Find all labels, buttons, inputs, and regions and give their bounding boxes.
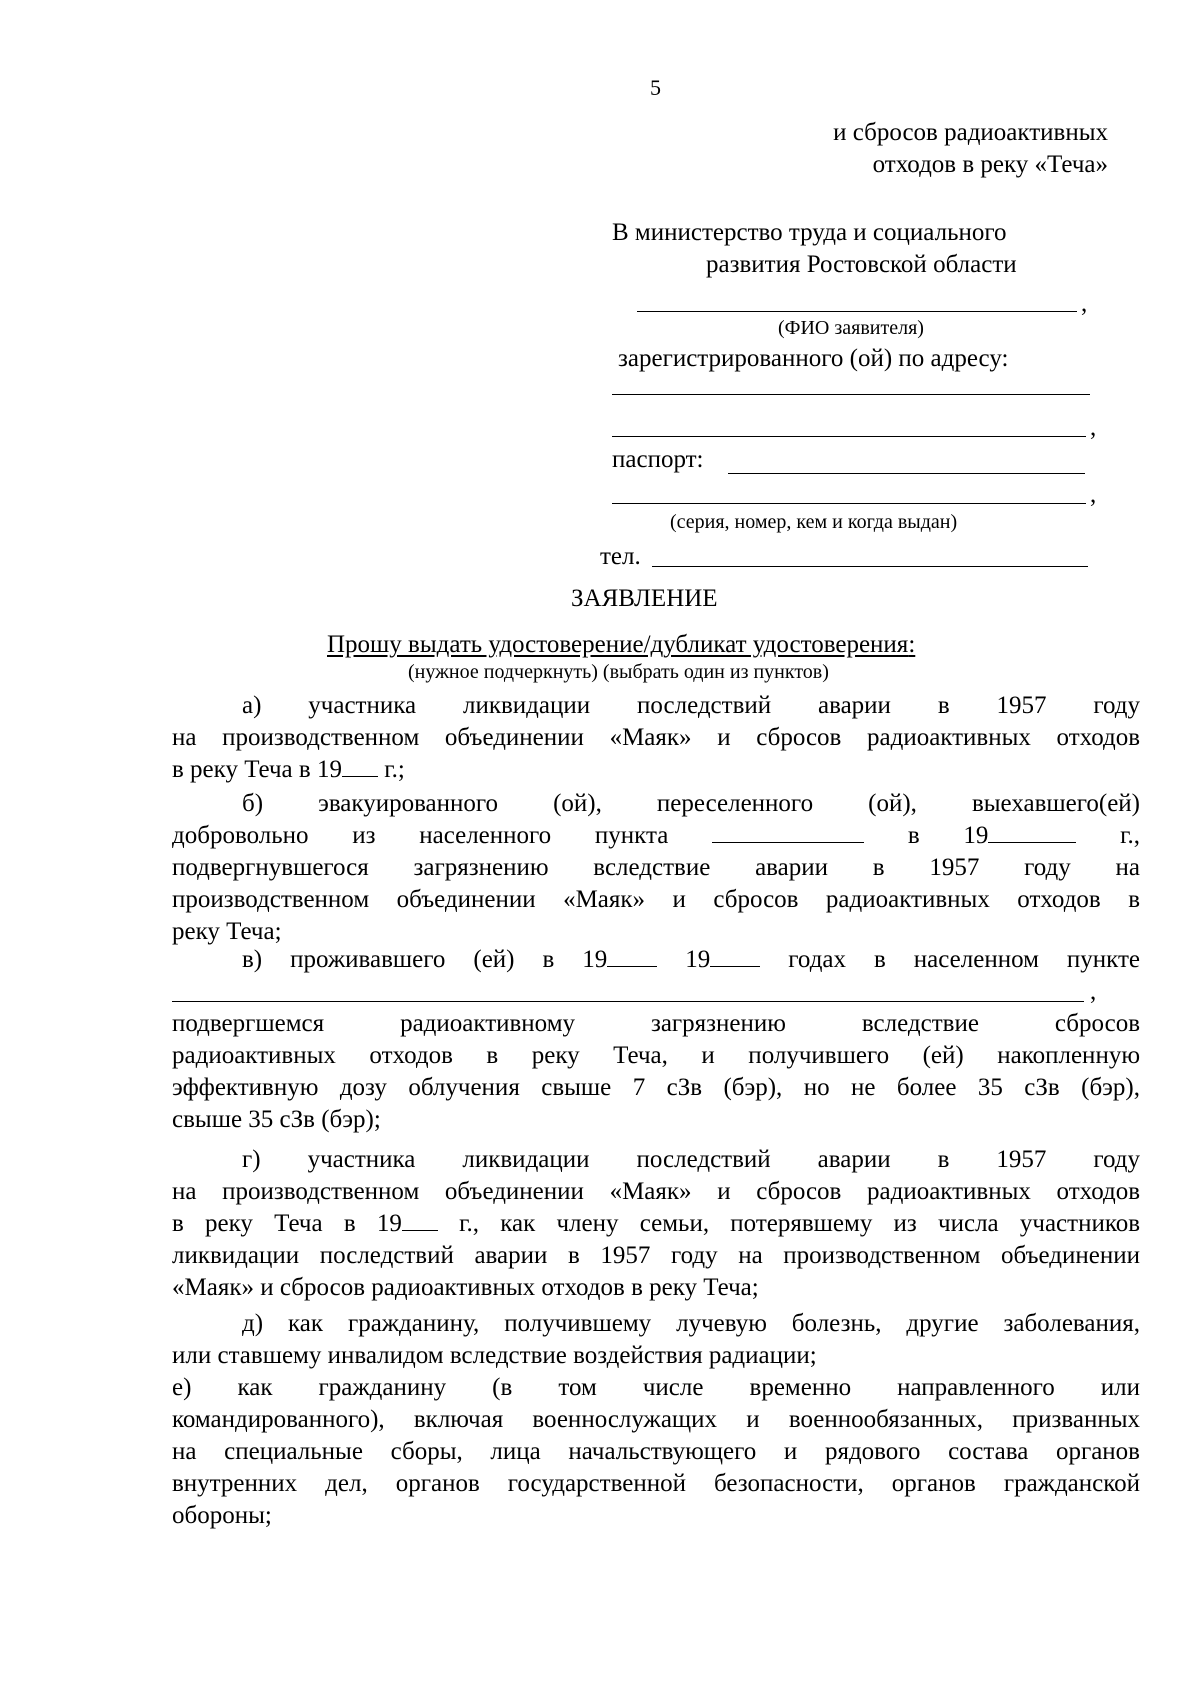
item-a [172,690,1140,786]
fio-comma: , [1081,290,1088,317]
item-v-year-to-blank[interactable] [710,946,760,967]
passport-comma: , [1090,481,1097,508]
item-g-text-end: г., как члену семьи, потерявшему из числа участников [459,1210,1141,1237]
item-v-line-1 [172,944,1140,976]
item-v [172,944,1140,976]
item-v-line-2: подвергшемся радиоактивному загрязнению вследствие сбросов [172,1010,1140,1037]
item-b-line-3: подвергнувшегося загрязнению вследствие аварии в 1957 году на [172,854,1140,881]
page-number: 5 [650,75,661,100]
item-d [172,1308,1140,1372]
item-e-line-3: на специальные сборы, лица начальствующего и рядового состава органов [172,1438,1140,1465]
item-g-line-2: на производственном объединении «Маяк» и сбросов радиоактивных отходов [172,1178,1140,1205]
item-b-line-5: реку Теча; [172,918,282,945]
item-v-year-from-blank[interactable] [607,946,657,967]
fio-caption: (ФИО заявителя) [778,317,924,339]
request-text: Прошу выдать удостоверение/дубликат удостоверения [327,631,909,658]
item-a-line-2: на производственном объединении «Маяк» и сбросов радиоактивных отходов [172,724,1140,751]
item-b [172,788,1140,948]
item-b-locality-blank[interactable] [712,822,864,843]
request-line [327,630,915,660]
item-d-line-2: или ставшему инвалидом вследствие воздействия радиации; [172,1342,817,1369]
addressee-line-2: развития Ростовской области [706,251,1017,278]
item-g-line-4: ликвидации последствий аварии в 1957 году на производственном объединении [172,1242,1140,1269]
item-a-line-3 [172,754,1140,786]
item-g-year-blank[interactable] [402,1210,438,1231]
item-b-year-suffix: г., [1120,822,1141,849]
passport-blank-2[interactable] [612,503,1086,504]
item-a-text: в реку Теча в 19 [172,756,342,783]
header-line-2: отходов в реку «Теча» [872,151,1108,178]
item-g [172,1144,1140,1304]
item-e-line-1: е) как гражданину (в том числе временно направленного или [172,1374,1140,1401]
item-e [172,1372,1140,1532]
request-colon: : [908,631,916,658]
item-g-line-3 [172,1208,1140,1240]
item-b-line-2 [172,820,1140,852]
item-v-line-5: свыше 35 сЗв (бэр); [172,1106,381,1133]
item-e-line-2: командированного), включая военнослужащих и военнообязанных, призванных [172,1406,1140,1433]
item-v-comma: , [1090,978,1097,1005]
item-v-continued [172,1008,1140,1136]
address-blank-1[interactable] [612,394,1090,395]
item-g-text: в реку Теча в 19 [172,1210,402,1237]
phone-blank[interactable] [652,566,1088,567]
item-v-line-3: радиоактивных отходов в реку Теча, и получившего (ей) накопленную [172,1042,1140,1069]
addressee-line-1: В министерство труда и социального [612,219,1007,246]
item-e-line-5: обороны; [172,1502,272,1529]
phone-label: тел. [600,543,641,570]
item-b-year-prefix: в 19 [907,822,989,849]
item-v-line-4: эффективную дозу облучения свыше 7 сЗв (бэр), но не более 35 сЗв (бэр), [172,1074,1140,1101]
item-v-text: в) проживавшего (ей) в 19 [242,946,608,973]
header-line-1: и сбросов радиоактивных [833,119,1108,146]
item-g-line-1: г) участника ликвидации последствий аварии в 1957 году [242,1146,1140,1173]
item-e-line-4: внутренних дел, органов государственной безопасности, органов гражданской [172,1470,1140,1497]
item-b-text: добровольно из населенного пункта [172,822,669,849]
passport-label: паспорт: [612,446,704,473]
item-b-year-blank[interactable] [988,822,1076,843]
item-a-suffix: г.; [377,756,405,783]
request-note: (нужное подчеркнуть) (выбрать один из пунктов) [408,661,829,683]
item-a-line-1: а) участника ликвидации последствий аварии в 1957 году [242,692,1140,719]
item-b-line-4: производственном объединении «Маяк» и сбросов радиоактивных отходов в [172,886,1140,913]
fio-blank[interactable] [637,311,1077,312]
item-v-locality-blank[interactable] [172,1001,1084,1002]
address-comma: , [1090,414,1097,441]
item-b-line-1: б) эвакуированного (ой), переселенного (ой), выехавшего(ей) [242,790,1140,817]
item-g-line-5: «Маяк» и сбросов радиоактивных отходов в реку Теча; [172,1274,759,1301]
item-a-year-blank[interactable] [342,756,378,777]
passport-blank-1[interactable] [728,473,1085,474]
registered-label: зарегистрированного (ой) по адресу: [618,345,1009,372]
passport-caption: (серия, номер, кем и когда выдан) [670,511,958,533]
document-title: ЗАЯВЛЕНИЕ [571,585,718,612]
item-v-year-to-prefix: 19 [685,946,711,973]
address-blank-2[interactable] [612,436,1086,437]
item-d-line-1: д) как гражданину, получившему лучевую болезнь, другие заболевания, [242,1310,1140,1337]
item-v-text-end: годах в населенном пункте [788,946,1141,973]
